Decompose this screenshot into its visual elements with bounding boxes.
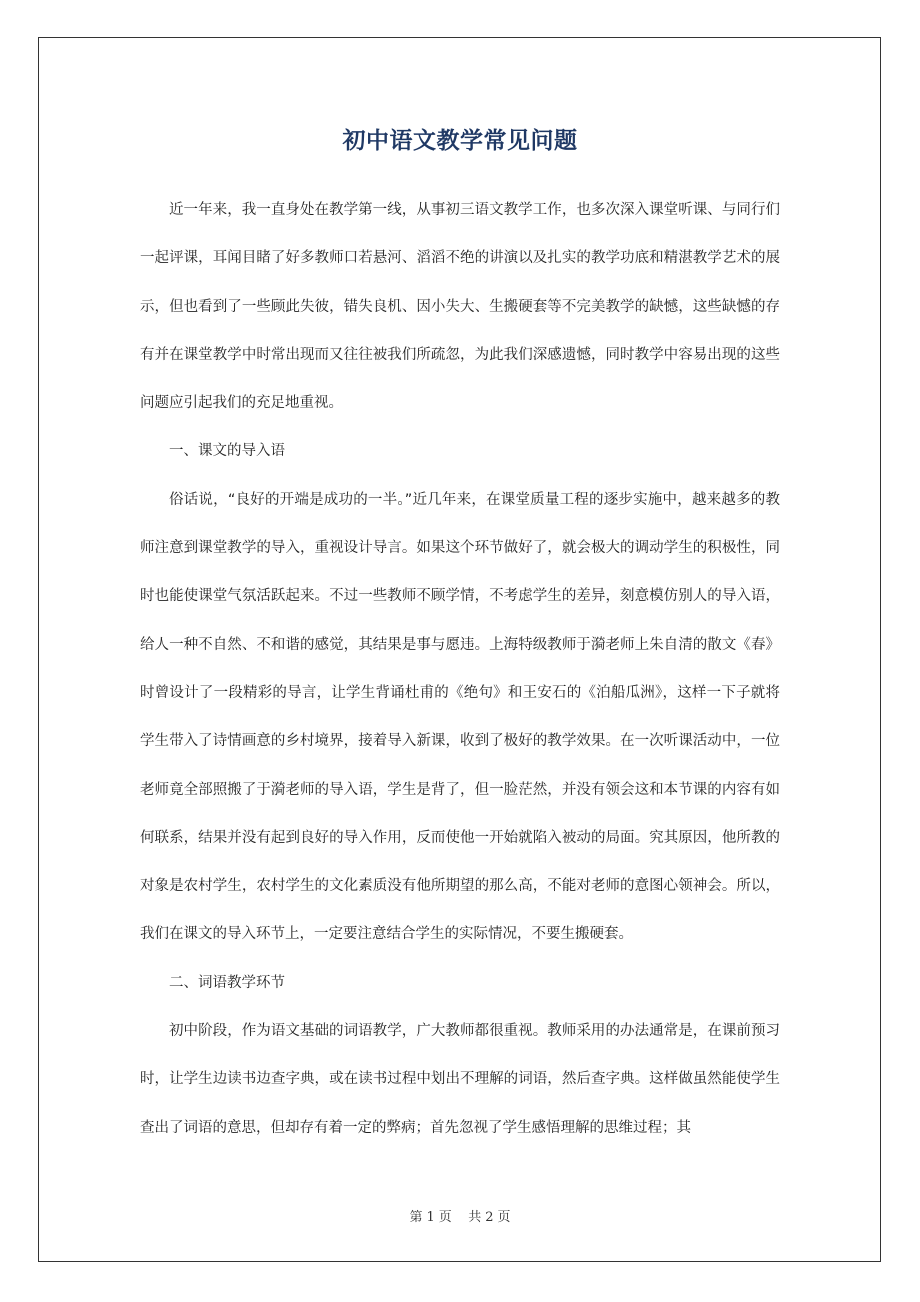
document-title: 初中语文教学常见问题 <box>342 128 578 154</box>
footer-page-label: 页 <box>438 1210 452 1225</box>
page-footer <box>0 1206 920 1225</box>
footer-current-page: 1 <box>426 1210 435 1225</box>
section-heading-1: 一、课文的导入语 <box>169 443 285 460</box>
paragraph-section-1: 俗话说，“良好的开端是成功的一半。”近几年来，在课堂质量工程的逐步实施中，越来越多的教师注意到课堂教学的导入，重视设计导言。如果这个环节做好了，就会极大的调动学生的积极性，同时也能使课堂气氛活跃起来。不过一些教师不顾学情，不考虑学生的差异，刻意模仿别人的导入语，给人一种不自然、不和谐的感觉，其结果是事与愿违。上海特级教师于漪老师上朱自清的散文《春》时曾设计了一段精彩的导言，让学生背诵杜甫的《绝句》和王安石的《泊船瓜洲》，这样一下子就将学生带入了诗情画意的乡村境界，接着导入新课，收到了极好的教学效果。在一次听课活动中，一位老师竟全部照搬了于漪老师的导入语，学生是背了，但一脸茫然，并没有领会这和本节课的内容有如何联系，结果并没有起到良好的导入作用，反而使他一开始就陷入被动的局面。究其原因，他所教的对象是农村学生，农村学生的文化素质没有他所期望的那么高，不能对老师的意图心领神会。所以，我们在课文的导入环节上，一定要注意结合学生的实际情况，不要生搬硬套。 <box>140 491 780 943</box>
section-heading-2: 二、词语教学环节 <box>169 974 285 991</box>
footer-total-pages: 2 <box>485 1210 494 1225</box>
footer-total-prefix: 共 <box>468 1210 482 1225</box>
paragraph-section-2: 初中阶段，作为语文基础的词语教学，广大教师都很重视。教师采用的办法通常是，在课前预习时，让学生边读书边查字典，或在读书过程中划出不理解的词语，然后查字典。这样做虽然能使学生查出了词语的意思，但却存有着一定的弊病；首先忽视了学生感悟理解的思维过程；其 <box>140 1023 780 1136</box>
footer-page-prefix: 第 <box>409 1210 423 1225</box>
paragraph-intro: 近一年来，我一直身处在教学第一线，从事初三语文教学工作，也多次深入课堂听课、与同行们一起评课，耳闻目睹了好多教师口若悬河、滔滔不绝的讲演以及扎实的教学功底和精湛教学艺术的展示，但也看到了一些顾此失彼，错失良机、因小失大、生搬硬套等不完美教学的缺憾，这些缺憾的存有并在课堂教学中时常出现而又往往被我们所疏忽，为此我们深感遗憾，同时教学中容易出现的这些问题应引起我们的充足地重视。 <box>140 202 780 412</box>
footer-total-label: 页 <box>497 1210 511 1225</box>
document-body <box>140 186 780 1152</box>
